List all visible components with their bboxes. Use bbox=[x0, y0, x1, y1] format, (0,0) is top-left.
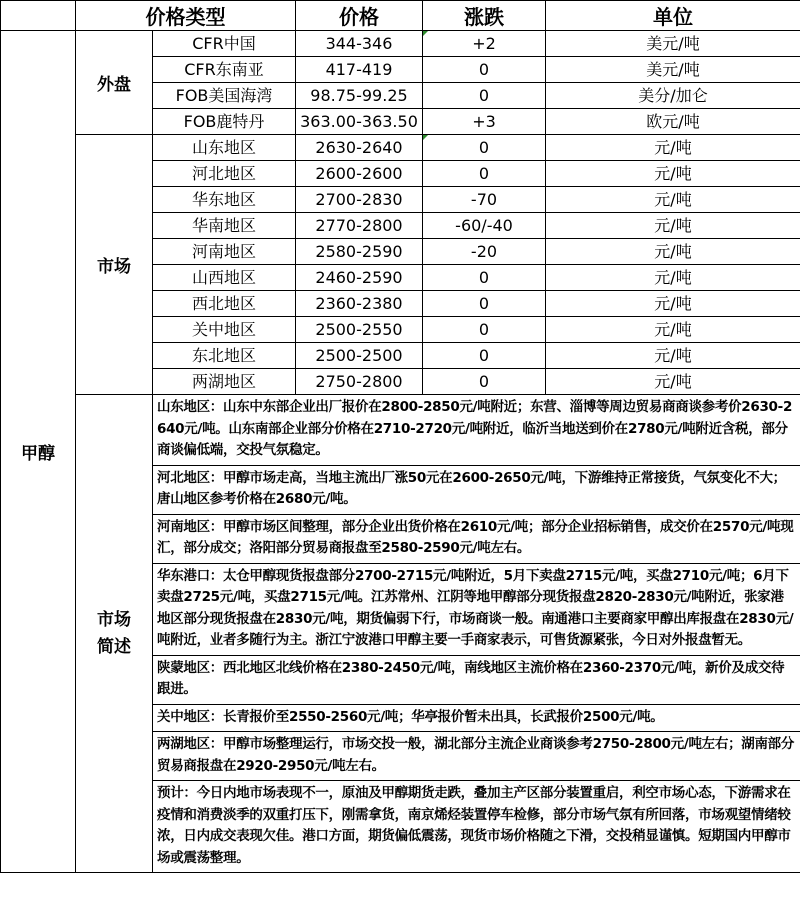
region-cell: FOB鹿特丹 bbox=[153, 109, 296, 135]
region-cell: 华东地区 bbox=[153, 187, 296, 213]
price-cell: 98.75-99.25 bbox=[296, 83, 423, 109]
region-cell: CFR中国 bbox=[153, 31, 296, 57]
unit-cell: 元/吨 bbox=[546, 343, 800, 369]
header-type: 价格类型 bbox=[76, 1, 296, 31]
header-row bbox=[1, 1, 800, 31]
region-cell: 山西地区 bbox=[153, 265, 296, 291]
group-overseas: 外盘 bbox=[76, 31, 153, 135]
summary-paragraph: 陕蒙地区：西北地区北线价格在2380-2450元/吨，南线地区主流价格在2360-2370元/吨，新价及成交待跟进。 bbox=[153, 655, 800, 704]
change-cell: -70 bbox=[423, 187, 546, 213]
change-cell: 0 bbox=[423, 369, 546, 395]
unit-cell: 元/吨 bbox=[546, 317, 800, 343]
price-cell: 344-346 bbox=[296, 31, 423, 57]
price-cell: 2770-2800 bbox=[296, 213, 423, 239]
price-cell: 2600-2600 bbox=[296, 161, 423, 187]
region-cell: 山东地区 bbox=[153, 135, 296, 161]
unit-cell: 元/吨 bbox=[546, 161, 800, 187]
unit-cell: 元/吨 bbox=[546, 291, 800, 317]
product-name: 甲醇 bbox=[1, 31, 76, 873]
change-cell: +2 bbox=[423, 31, 546, 57]
price-cell: 2460-2590 bbox=[296, 265, 423, 291]
region-cell: 河南地区 bbox=[153, 239, 296, 265]
unit-cell: 美元/吨 bbox=[546, 57, 800, 83]
group-summary-label: 市场 简述 bbox=[97, 609, 131, 657]
group-summary bbox=[76, 395, 153, 873]
unit-cell: 元/吨 bbox=[546, 135, 800, 161]
change-cell: 0 bbox=[423, 83, 546, 109]
table-row bbox=[1, 31, 800, 57]
unit-cell: 元/吨 bbox=[546, 239, 800, 265]
header-blank bbox=[1, 1, 76, 31]
region-cell: 西北地区 bbox=[153, 291, 296, 317]
region-cell: 河北地区 bbox=[153, 161, 296, 187]
table-row bbox=[1, 135, 800, 161]
summary-paragraph: 山东地区：山东中东部企业出厂报价在2800-2850元/吨附近；东营、淄博等周边贸易商商谈参考价2630-2640元/吨。山东南部企业部分价格在2710-2720元/吨附近，临沂当地送到价在2780元/吨附近含税，部分商谈偏低端，交投气氛稳定。 bbox=[153, 395, 800, 466]
price-cell: 2750-2800 bbox=[296, 369, 423, 395]
unit-cell: 元/吨 bbox=[546, 187, 800, 213]
region-cell: 东北地区 bbox=[153, 343, 296, 369]
region-cell: CFR东南亚 bbox=[153, 57, 296, 83]
price-cell: 2580-2590 bbox=[296, 239, 423, 265]
group-market: 市场 bbox=[76, 135, 153, 395]
change-cell: 0 bbox=[423, 57, 546, 83]
summary-paragraph: 华东港口：太仓甲醇现货报盘部分2700-2715元/吨附近，5月下卖盘2715元/吨，买盘2710元/吨；6月下卖盘2725元/吨，买盘2715元/吨。江苏常州、江阴等地甲醇部分现货报盘2820-2830元/吨附近，张家港地区部分现货报盘在2830元/吨，期货偏弱下行，市场商谈一般。南通港口主要商家甲醇出库报盘在2830元/吨附近，业者多随行为主。浙江宁波港口甲醇主要一手商家表示，可售货源紧张，今日对外报盘暂无。 bbox=[153, 563, 800, 655]
change-cell: -20 bbox=[423, 239, 546, 265]
change-cell: 0 bbox=[423, 317, 546, 343]
price-cell: 2500-2550 bbox=[296, 317, 423, 343]
price-cell: 2500-2500 bbox=[296, 343, 423, 369]
summary-paragraph: 预计：今日内地市场表现不一，原油及甲醇期货走跌，叠加主产区部分装置重启，利空市场心态，下游需求在疫情和消费淡季的双重打压下，刚需拿货，南京烯烃装置停车检修，部分市场气氛有所回落，市场观望情绪较浓，日内成交表现欠佳。港口方面，期货偏低震荡，现货市场价格随之下滑，交投稍显谨慎。短期国内甲醇市场或震荡整理。 bbox=[153, 781, 800, 873]
change-cell: 0 bbox=[423, 343, 546, 369]
change-cell: 0 bbox=[423, 291, 546, 317]
change-cell: 0 bbox=[423, 135, 546, 161]
unit-cell: 元/吨 bbox=[546, 265, 800, 291]
unit-cell: 元/吨 bbox=[546, 213, 800, 239]
unit-cell: 美分/加仑 bbox=[546, 83, 800, 109]
summary-row bbox=[1, 395, 800, 466]
unit-cell: 欧元/吨 bbox=[546, 109, 800, 135]
price-cell: 2360-2380 bbox=[296, 291, 423, 317]
price-cell: 2700-2830 bbox=[296, 187, 423, 213]
price-cell: 363.00-363.50 bbox=[296, 109, 423, 135]
header-unit: 单位 bbox=[546, 1, 800, 31]
summary-paragraph: 两湖地区：甲醇市场整理运行，市场交投一般，湖北部分主流企业商谈参考2750-2800元/吨左右；湖南部分贸易商报盘在2920-2950元/吨左右。 bbox=[153, 732, 800, 781]
change-cell: +3 bbox=[423, 109, 546, 135]
change-cell: -60/-40 bbox=[423, 213, 546, 239]
header-price: 价格 bbox=[296, 1, 423, 31]
price-cell: 417-419 bbox=[296, 57, 423, 83]
region-cell: 两湖地区 bbox=[153, 369, 296, 395]
header-change: 涨跌 bbox=[423, 1, 546, 31]
region-cell: FOB美国海湾 bbox=[153, 83, 296, 109]
unit-cell: 美元/吨 bbox=[546, 31, 800, 57]
region-cell: 华南地区 bbox=[153, 213, 296, 239]
unit-cell: 元/吨 bbox=[546, 369, 800, 395]
change-cell: 0 bbox=[423, 265, 546, 291]
change-cell: 0 bbox=[423, 161, 546, 187]
summary-paragraph: 关中地区：长青报价至2550-2560元/吨；华亭报价暂未出具，长武报价2500元/吨。 bbox=[153, 704, 800, 732]
region-cell: 关中地区 bbox=[153, 317, 296, 343]
price-cell: 2630-2640 bbox=[296, 135, 423, 161]
summary-paragraph: 河南地区：甲醇市场区间整理，部分企业出货价格在2610元/吨；部分企业招标销售，成交价在2570元/吨现汇，部分成交；洛阳部分贸易商报盘至2580-2590元/吨左右。 bbox=[153, 514, 800, 563]
summary-paragraph: 河北地区：甲醇市场走高，当地主流出厂涨50元在2600-2650元/吨，下游维持正常接货，气氛变化不大；唐山地区参考价格在2680元/吨。 bbox=[153, 465, 800, 514]
